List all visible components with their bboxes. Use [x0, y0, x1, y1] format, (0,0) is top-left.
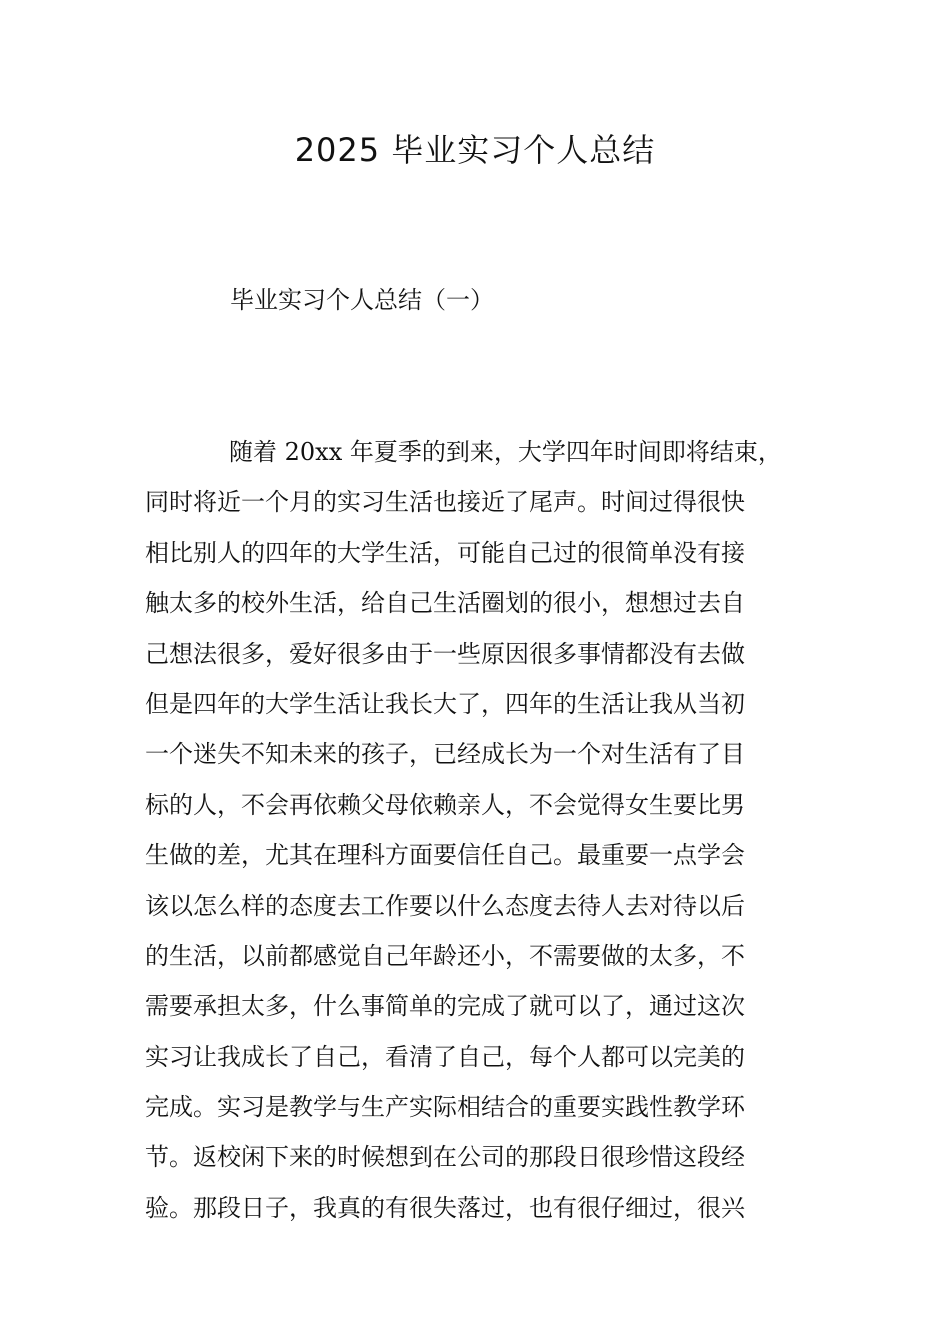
body-line: 触太多的校外生活，给自己生活圈划的很小，想想过去自	[145, 589, 745, 618]
body-line: 标的人，不会再依赖父母依赖亲人，不会觉得女生要比男	[145, 790, 745, 819]
body-line: 需要承担太多，什么事简单的完成了就可以了，通过这次	[145, 992, 745, 1021]
section-heading: 毕业实习个人总结（一）	[230, 286, 494, 314]
body-line: 的生活，以前都感觉自己年龄还小，不需要做的太多，不	[145, 941, 745, 970]
body-line: 随着 20xx 年夏季的到来，大学四年时间即将结束，	[229, 438, 782, 466]
body-line: 生做的差，尤其在理科方面要信任自己。最重要一点学会	[145, 841, 745, 870]
document-title: 2025 毕业实习个人总结	[294, 131, 656, 169]
body-line: 同时将近一个月的实习生活也接近了尾声。时间过得很快	[145, 488, 745, 517]
body-line: 完成。实习是教学与生产实际相结合的重要实践性教学环	[145, 1093, 745, 1122]
body-paragraph	[145, 427, 815, 1233]
body-line: 但是四年的大学生活让我长大了，四年的生活让我从当初	[145, 689, 745, 718]
body-line: 节。返校闲下来的时候想到在公司的那段日很珍惜这段经	[145, 1143, 745, 1172]
body-line: 该以怎么样的态度去工作要以什么态度去待人去对待以后	[145, 891, 745, 920]
body-line: 实习让我成长了自己，看清了自己，每个人都可以完美的	[145, 1042, 745, 1071]
body-line: 验。那段日子，我真的有很失落过，也有很仔细过，很兴	[145, 1193, 745, 1222]
body-line: 一个迷失不知未来的孩子，已经成长为一个对生活有了目	[145, 740, 745, 769]
body-line: 相比别人的四年的大学生活，可能自己过的很简单没有接	[145, 538, 745, 567]
body-line: 己想法很多，爱好很多由于一些原因很多事情都没有去做	[145, 639, 745, 668]
